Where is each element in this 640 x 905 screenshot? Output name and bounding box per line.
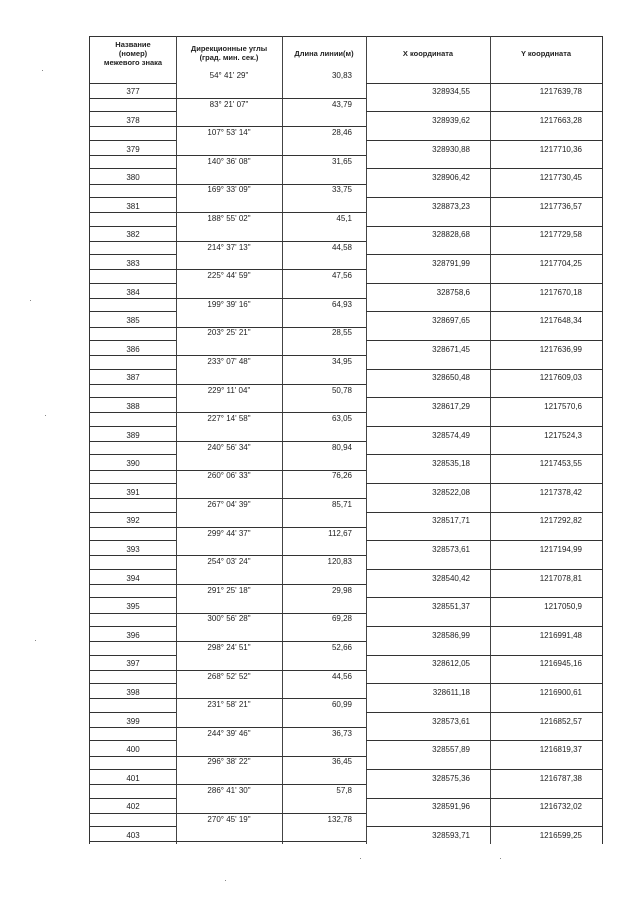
cell-name: 401 [126,773,140,783]
cell-length: 132,78 [327,814,352,824]
cell-y: 1216991,48 [539,630,582,640]
cell-name: 395 [126,602,140,612]
cell-angle: 260° 06' 33" [207,471,251,481]
cell-length: 28,55 [331,328,352,338]
cell-length: 85,71 [331,500,352,509]
cell-angle: 254° 03' 24" [207,557,251,567]
cell-length: 33,75 [331,185,352,195]
cell-y: 1216900,61 [539,687,582,697]
header-name: Название (номер) межевого знака [103,39,163,67]
cell-x: 328551,37 [432,602,470,612]
row-separator [366,426,602,427]
cell-name: 382 [126,230,140,240]
row-separator [90,168,176,169]
cell-x: 328612,05 [432,659,470,669]
cell-y: 1217636,99 [539,344,582,354]
cell-name: 394 [126,573,140,583]
row-separator [366,826,602,827]
cell-name: 384 [126,287,140,297]
cell-y: 1216787,38 [539,773,582,783]
cell-angle: 54° 41' 29" [209,71,249,80]
row-separator [90,784,176,785]
cell-y: 1217704,25 [539,258,582,268]
cell-x: 328586,99 [432,630,470,640]
cell-angle: 270° 45' 19" [207,814,251,824]
cell-name: 389 [126,430,140,440]
cell-y: 1217609,03 [539,373,582,383]
scan-speck [35,640,36,641]
cell-y: 1217378,42 [539,487,582,497]
cell-x: 328873,23 [432,201,470,211]
row-separator [90,555,176,556]
row-separator [90,626,176,627]
row-separator [90,756,176,757]
row-separator [90,426,176,427]
row-separator [366,798,602,799]
cell-y: 1217524,3 [544,430,582,440]
cell-angle: 299° 44' 37" [207,528,251,538]
cell-y: 1217453,55 [539,459,582,469]
cell-length: 34,95 [331,357,352,366]
cell-name: 379 [126,144,140,154]
cell-name: 383 [126,258,140,268]
cell-length: 30,83 [331,71,352,80]
cell-x: 328671,45 [432,344,470,354]
cell-x: 328573,61 [432,544,470,554]
row-separator [90,397,176,398]
cell-x: 328791,99 [432,258,470,268]
cell-angle: 188° 55' 02" [207,214,251,223]
row-separator [366,655,602,656]
row-separator [90,327,176,328]
row-separator [90,512,176,513]
row-separator [366,168,602,169]
cell-name: 390 [126,459,140,469]
cell-name: 386 [126,344,140,354]
row-separator [90,540,176,541]
cell-name: 403 [126,830,140,840]
cell-name: 396 [126,630,140,640]
cell-name: 392 [126,516,140,526]
row-separator [90,412,176,413]
row-separator [90,212,176,213]
cell-name: 393 [126,544,140,554]
row-separator [90,454,176,455]
row-separator [90,111,176,112]
cell-x: 328939,62 [432,115,470,125]
row-separator [90,826,176,827]
cell-y: 1217736,57 [539,201,582,211]
row-separator [366,340,602,341]
row-separator [366,197,602,198]
cell-length: 29,98 [331,585,352,595]
cell-y: 1216852,57 [539,716,582,726]
scan-speck [30,300,31,301]
cell-x: 328650,48 [432,373,470,383]
row-separator [90,641,176,642]
cell-angle: 286° 41' 30" [207,786,251,795]
row-separator [366,226,602,227]
cell-x: 328593,71 [432,830,470,840]
cell-angle: 233° 07' 48" [207,357,251,366]
cell-y: 1217648,34 [539,316,582,326]
cell-angle: 268° 52' 52" [207,671,251,681]
row-separator [90,483,176,484]
row-separator [366,626,602,627]
header-y: Y координата [520,48,572,58]
row-separator [90,241,176,242]
row-separator [90,441,176,442]
cell-angle: 296° 38' 22" [207,757,251,767]
row-separator [366,712,602,713]
row-separator [366,454,602,455]
cell-angle: 169° 33' 09" [207,185,251,195]
cell-x: 328697,65 [432,316,470,326]
cell-length: 44,58 [331,242,352,252]
cell-y: 1217639,78 [539,87,582,97]
cell-y: 1216732,02 [539,802,582,812]
row-separator [90,311,176,312]
row-separator [176,841,366,842]
row-separator [366,111,602,112]
cell-name: 385 [126,316,140,326]
cell-name: 387 [126,373,140,383]
cell-length: 36,73 [331,728,352,738]
header-angle: Дирекционные углы (град. мин. сек.) [190,44,268,62]
cell-x: 328617,29 [432,401,470,411]
cell-name: 380 [126,173,140,183]
row-separator [366,569,602,570]
cell-angle: 203° 25' 21" [207,328,251,338]
cell-x: 328758,6 [436,287,470,297]
cell-angle: 267° 04' 39" [207,500,251,509]
row-separator [366,140,602,141]
cell-angle: 298° 24' 51" [207,643,251,652]
cell-y: 1217663,28 [539,115,582,125]
cell-x: 328574,49 [432,430,470,440]
cell-name: 402 [126,802,140,812]
cell-name: 378 [126,115,140,125]
cell-angle: 291° 25' 18" [207,585,251,595]
row-separator [366,83,602,84]
cell-x: 328591,96 [432,802,470,812]
row-separator [366,512,602,513]
cell-y: 1217710,36 [539,144,582,154]
row-separator [366,283,602,284]
cell-name: 397 [126,659,140,669]
cell-length: 57,8 [336,786,352,795]
cell-angle: 107° 53' 14" [207,128,251,138]
cell-length: 63,05 [331,414,352,424]
cell-length: 36,45 [331,757,352,767]
cell-angle: 140° 36' 08" [207,156,251,166]
cell-length: 69,28 [331,614,352,624]
cell-length: 50,78 [331,385,352,395]
cell-angle: 244° 39' 46" [207,728,251,738]
row-separator [90,613,176,614]
row-separator [90,470,176,471]
row-separator [90,727,176,728]
cell-angle: 229° 11' 04" [207,385,251,395]
cell-length: 76,26 [331,471,352,481]
header-x: Х координата [402,48,454,58]
cell-x: 328930,88 [432,144,470,154]
row-separator [90,769,176,770]
cell-angle: 83° 21' 07" [209,99,249,109]
cell-length: 52,66 [331,643,352,652]
cell-length: 43,79 [331,99,352,109]
row-separator [90,283,176,284]
row-separator [90,813,176,814]
row-separator [90,683,176,684]
cell-name: 377 [126,87,140,97]
cell-name: 381 [126,201,140,211]
cell-length: 80,94 [331,442,352,452]
row-separator [90,698,176,699]
row-separator [90,155,176,156]
cell-y: 1216599,25 [539,830,582,840]
cell-angle: 300° 56' 28" [207,614,251,624]
row-separator [90,584,176,585]
cell-x: 328575,36 [432,773,470,783]
cell-x: 328906,42 [432,173,470,183]
cell-x: 328522,08 [432,487,470,497]
row-separator [366,769,602,770]
row-separator [366,597,602,598]
row-separator [90,226,176,227]
row-separator [90,298,176,299]
row-separator [90,841,176,842]
cell-angle: 199° 39' 16" [207,299,251,309]
row-separator [90,655,176,656]
scan-speck [360,858,361,859]
row-separator [90,597,176,598]
row-separator [90,712,176,713]
cell-x: 328828,68 [432,230,470,240]
row-separator [90,83,176,84]
cell-x: 328540,42 [432,573,470,583]
cell-length: 45,1 [336,214,352,223]
scan-speck [225,880,226,881]
cell-name: 400 [126,745,140,755]
cell-y: 1217194,99 [539,544,582,554]
cell-name: 399 [126,716,140,726]
scan-speck [42,70,43,71]
cell-y: 1217670,18 [539,287,582,297]
row-separator [90,384,176,385]
cell-angle: 214° 37' 13" [207,242,251,252]
cell-length: 64,93 [331,299,352,309]
cell-name: 388 [126,401,140,411]
cell-length: 120,83 [327,557,352,567]
header-length: Длина линии(м) [294,48,354,58]
row-separator [90,269,176,270]
cell-y: 1217050,9 [544,602,582,612]
cell-angle: 227° 14' 58" [207,414,251,424]
row-separator [90,126,176,127]
cell-y: 1216945,16 [539,659,582,669]
scan-speck [500,858,501,859]
cell-length: 47,56 [331,271,352,281]
row-separator [90,98,176,99]
row-separator [90,527,176,528]
row-separator [366,254,602,255]
row-separator [366,311,602,312]
cell-name: 391 [126,487,140,497]
cell-x: 328557,89 [432,745,470,755]
cell-length: 60,99 [331,700,352,710]
row-separator [90,355,176,356]
cell-x: 328573,61 [432,716,470,726]
cell-y: 1217730,45 [539,173,582,183]
cell-x: 328535,18 [432,459,470,469]
row-separator [90,740,176,741]
row-separator [366,483,602,484]
cell-y: 1217292,82 [539,516,582,526]
row-separator [90,670,176,671]
coordinates-table [89,36,603,844]
cell-angle: 240° 56' 34" [207,442,251,452]
row-separator [90,369,176,370]
cell-angle: 231° 58' 21" [207,700,251,710]
cell-y: 1217729,58 [539,230,582,240]
row-separator [366,369,602,370]
row-separator [90,498,176,499]
cell-length: 31,65 [331,156,352,166]
row-separator [366,540,602,541]
cell-x: 328934,55 [432,87,470,97]
row-separator [90,569,176,570]
cell-x: 328611,18 [432,687,470,697]
row-separator [366,740,602,741]
row-separator [366,683,602,684]
cell-x: 328517,71 [432,516,470,526]
row-separator [90,798,176,799]
cell-length: 44,56 [331,671,352,681]
row-separator [90,197,176,198]
row-separator [90,254,176,255]
row-separator [366,397,602,398]
cell-length: 112,67 [328,528,352,538]
cell-y: 1217078,81 [539,573,582,583]
cell-length: 28,46 [331,128,352,138]
cell-y: 1217570,6 [544,401,582,411]
cell-y: 1216819,37 [539,745,582,755]
cell-angle: 225° 44' 59" [207,271,251,281]
scan-speck [45,415,46,416]
row-separator [90,184,176,185]
cell-name: 398 [126,687,140,697]
row-separator [90,340,176,341]
row-separator [90,140,176,141]
